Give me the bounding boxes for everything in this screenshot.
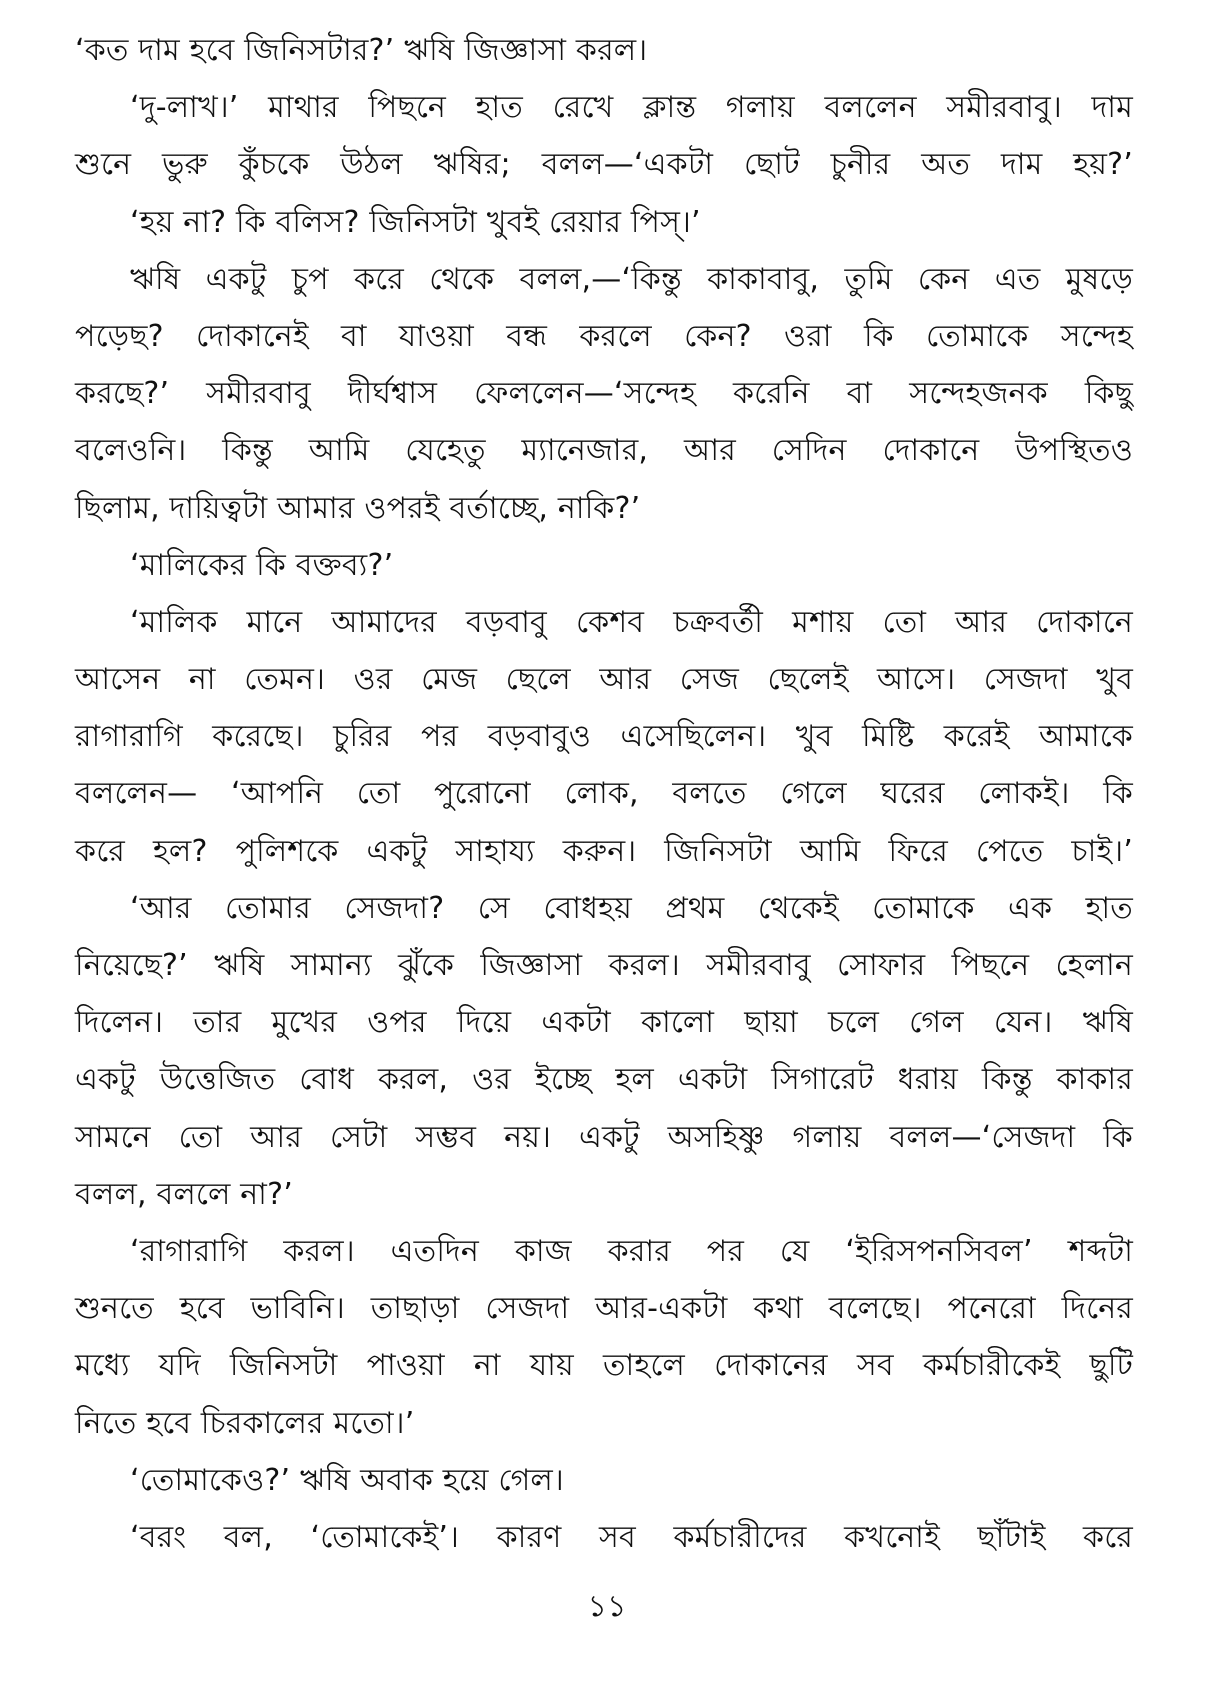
text-line-25: নিতে হবে চিরকালের মতো।’ [75,1405,415,1441]
text-line-2: ‘দু-লাখ।’ মাথার পিছনে হাত রেখে ক্লান্ত গলায় বললেন সমীরবাবু। দাম [130,90,1133,126]
text-line-20: সামনে তো আর সেটা সম্ভব নয়। একটু অসহিষ্ণু গলায় বলল—‘সেজদা কি [75,1119,1133,1155]
text-line-18: দিলেন। তার মুখের ওপর দিয়ে একটা কালো ছায়া চলে গেল যেন। ঋষি [75,1005,1133,1041]
book-page-text [75,22,1133,1566]
text-line-27: ‘বরং বল, ‘তোমাকেই’। কারণ সব কর্মচারীদের কখনোই ছাঁটাই করে [130,1519,1133,1555]
text-line-13: রাগারাগি করেছে। চুরির পর বড়বাবুও এসেছিলেন। খুব মিষ্টি করেই আমাকে [75,719,1133,755]
text-line-21: বলল, বললে না?’ [75,1176,293,1212]
text-line-7: করছে?’ সমীরবাবু দীর্ঘশ্বাস ফেললেন—‘সন্দেহ করেনি বা সন্দেহজনক কিছু [75,376,1133,412]
text-line-19: একটু উত্তেজিত বোধ করল, ওর ইচ্ছে হল একটা সিগারেট ধরায় কিন্তু কাকার [75,1062,1133,1098]
page-number: ১১ [587,1589,627,1624]
text-line-15: করে হল? পুলিশকে একটু সাহায্য করুন। জিনিসটা আমি ফিরে পেতে চাই।’ [75,833,1133,869]
text-line-14: বললেন— ‘আপনি তো পুরোনো লোক, বলতে গেলে ঘরের লোকই। কি [75,776,1133,812]
text-line-23: শুনতে হবে ভাবিনি। তাছাড়া সেজদা আর-একটা কথা বলেছে। পনেরো দিনের [75,1291,1133,1327]
text-line-12: আসেন না তেমন। ওর মেজ ছেলে আর সেজ ছেলেই আসে। সেজদা খুব [75,662,1133,698]
text-line-4: ‘হয় না? কি বলিস? জিনিসটা খুবই রেয়ার পিস্।’ [130,204,701,240]
text-line-26: ‘তোমাকেও?’ ঋষি অবাক হয়ে গেল। [130,1462,564,1498]
text-line-10: ‘মালিকের কি বক্তব্য?’ [130,547,394,583]
text-line-11: ‘মালিক মানে আমাদের বড়বাবু কেশব চক্রবর্তী মশায় তো আর দোকানে [130,604,1133,640]
text-line-17: নিয়েছে?’ ঋষি সামান্য ঝুঁকে জিজ্ঞাসা করল। সমীরবাবু সোফার পিছনে হেলান [75,948,1133,983]
text-line-16: ‘আর তোমার সেজদা? সে বোধহয় প্রথম থেকেই তোমাকে এক হাত [130,890,1133,926]
text-line-3: শুনে ভুরু কুঁচকে উঠল ঋষির; বলল—‘একটা ছোট চুনীর অত দাম হয়?’ [75,147,1133,183]
text-line-5: ঋষি একটু চুপ করে থেকে বলল,—‘কিন্তু কাকাবাবু, তুমি কেন এত মুষড়ে [130,261,1133,297]
text-line-8: বলেওনি। কিন্তু আমি যেহেতু ম্যানেজার, আর সেদিন দোকানে উপস্থিতও [75,433,1133,469]
text-line-24: মধ্যে যদি জিনিসটা পাওয়া না যায় তাহলে দোকানের সব কর্মচারীকেই ছুটি [75,1348,1133,1384]
text-line-1: ‘কত দাম হবে জিনিসটার?’ ঋষি জিজ্ঞাসা করল। [75,33,648,68]
text-line-9: ছিলাম, দায়িত্বটা আমার ওপরই বর্তাচ্ছে, নাকি?’ [75,490,641,526]
text-line-22: ‘রাগারাগি করল। এতদিন কাজ করার পর যে ‘ইরিসপনসিবল’ শব্দটা [130,1233,1133,1269]
text-line-6: পড়েছ? দোকানেই বা যাওয়া বন্ধ করলে কেন? ওরা কি তোমাকে সন্দেহ [75,318,1133,354]
